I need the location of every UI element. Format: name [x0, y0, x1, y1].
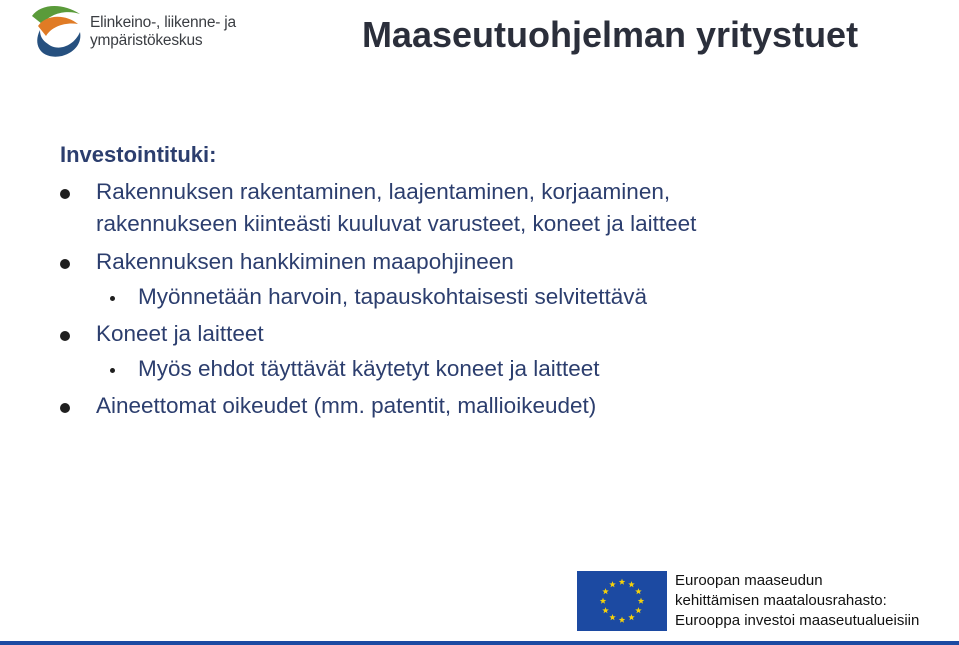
eu-star-icon: [638, 598, 644, 604]
eu-text-line-1: Euroopan maaseudun: [675, 572, 823, 589]
eu-star-icon: [602, 607, 608, 613]
eu-star-icon: [619, 579, 625, 585]
sub-bullet-text: Myös ehdot täyttävät käytetyt koneet ja laitteet: [138, 356, 600, 381]
bullet-item: [60, 176, 950, 240]
bullet-dot-icon: [60, 259, 70, 269]
eu-star-icon: [635, 588, 641, 594]
bullet-text: Koneet ja laitteet: [96, 321, 264, 346]
sub-bullet-text: Myönnetään harvoin, tapauskohtaisesti selvitettävä: [138, 284, 648, 309]
sub-bullet-item: [96, 354, 950, 384]
page-title: Maaseutuohjelman yritystuet: [361, 14, 859, 55]
ely-logo-mark-icon: [28, 2, 88, 60]
sub-bullet-dot-icon: [110, 296, 115, 301]
bullet-item: [60, 318, 950, 384]
sub-bullet-list: [96, 354, 950, 384]
section-heading: Investointituki:: [60, 142, 217, 167]
ely-logo: [28, 2, 268, 60]
eu-star-icon: [628, 581, 634, 587]
eu-star-icon: [628, 614, 634, 620]
bullet-dot-icon: [60, 403, 70, 413]
eu-text-line-3: Eurooppa investoi maaseutualueisiin: [675, 612, 920, 629]
bullet-text: Rakennuksen rakentaminen, laajentaminen, korjaaminen,: [96, 179, 671, 204]
slide-content: [60, 140, 950, 428]
bullet-dot-icon: [60, 331, 70, 341]
eu-star-icon: [600, 598, 606, 604]
eu-star-icon: [619, 617, 625, 623]
eu-star-icon: [609, 581, 615, 587]
logo-line-1: Elinkeino-, liikenne- ja: [90, 14, 236, 31]
eu-funding-block: [577, 571, 957, 635]
bullet-text: Rakennuksen hankkiminen maapohjineen: [96, 249, 514, 274]
logo-line-2: ympäristökeskus: [90, 32, 203, 49]
eu-star-icon: [602, 588, 608, 594]
sub-bullet-list: [96, 282, 950, 312]
bullet-item: [60, 246, 950, 312]
bullet-dot-icon: [60, 189, 70, 199]
eu-text-line-2: kehittämisen maatalousrahasto:: [675, 592, 887, 609]
bullet-text: rakennukseen kiinteästi kuuluvat varusteet, koneet ja laitteet: [96, 211, 697, 236]
bullet-text: Aineettomat oikeudet (mm. patentit, mallioikeudet): [96, 393, 597, 418]
eu-star-icon: [609, 614, 615, 620]
eu-star-icon: [635, 607, 641, 613]
bullet-list: [60, 176, 950, 422]
bullet-item: [60, 390, 950, 422]
eu-flag-icon: [577, 571, 667, 631]
sub-bullet-dot-icon: [110, 368, 115, 373]
sub-bullet-item: [96, 282, 950, 312]
bottom-rule: [0, 641, 959, 645]
